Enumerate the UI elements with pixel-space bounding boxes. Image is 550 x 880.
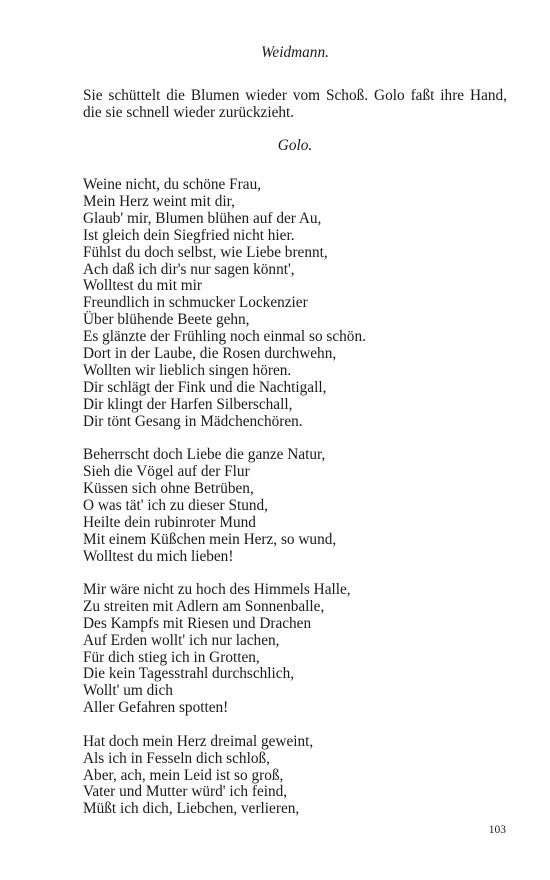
- verse-line: Hat doch mein Herz dreimal geweint,: [83, 732, 314, 750]
- verse-line: Wolltest du mit mir: [83, 277, 203, 295]
- stanza-4: [83, 734, 507, 819]
- verse-line: Freundlich in schmucker Lockenzier: [83, 294, 308, 312]
- verse-line: Wollt' um dich: [83, 682, 173, 700]
- verse-line: Auf Erden wollt' ich nur lachen,: [83, 631, 280, 649]
- verse-line: Dir tönt Gesang in Mädchenchören.: [83, 412, 303, 430]
- verse-line: Ist gleich dein Siegfried nicht hier.: [83, 226, 295, 244]
- stanza-2: [83, 447, 507, 565]
- stanza-3: [83, 582, 507, 717]
- verse-line: Dir schlägt der Fink und die Nachtigall,: [83, 378, 327, 396]
- verse-line: Fühlst du doch selbst, wie Liebe brennt,: [83, 243, 328, 261]
- verse-line: Für dich stieg ich in Grotten,: [83, 648, 260, 666]
- verse-line: Mit einem Küßchen mein Herz, so wund,: [83, 530, 337, 548]
- verse-line: Küssen sich ohne Betrüben,: [83, 479, 254, 497]
- verse-line: Aber, ach, mein Leid ist so groß,: [83, 766, 284, 784]
- verse-line: Beherrscht doch Liebe die ganze Natur,: [83, 446, 326, 464]
- verse-line: Sieh die Vögel auf der Flur: [83, 463, 250, 480]
- verse-line: Ach daß ich dir's nur sagen könnt',: [83, 260, 295, 278]
- verse-line: Als ich in Fesseln dich schloß,: [83, 749, 270, 767]
- verse-line: Dort in der Laube, die Rosen durchwehn,: [83, 345, 337, 363]
- verse-line: Vater und Mutter würd' ich feind,: [83, 783, 288, 801]
- verse-line: Des Kampfs mit Riesen und Drachen: [83, 614, 312, 632]
- verse-line: Über blühende Beete gehn,: [83, 311, 250, 329]
- verse-line: Dir klingt der Harfen Silberschall,: [83, 395, 293, 413]
- stage-direction-line: die sie schnell wieder zurückzieht.: [83, 104, 295, 121]
- verse-line: Es glänzte der Frühling noch einmal so schön.: [83, 328, 366, 346]
- verse-line: Müßt ich dich, Liebchen, verlieren,: [83, 800, 300, 818]
- stanza-1: [83, 177, 507, 431]
- verse-line: Aller Gefahren spotten!: [83, 699, 229, 717]
- verse-line: Wollten wir lieblich singen hören.: [83, 361, 292, 379]
- speaker-heading-golo: Golo.: [277, 137, 313, 154]
- page-body: [83, 44, 507, 818]
- verse-line: Heilte dein rubinroter Mund: [83, 513, 256, 531]
- verse-line: Mir wäre nicht zu hoch des Himmels Halle,: [83, 580, 351, 598]
- verse-line: O was tät' ich zu dieser Stund,: [83, 496, 269, 514]
- stage-direction-line: Sie schüttelt die Blumen wieder vom Schoß. Golo faßt ihre Hand,: [83, 87, 507, 104]
- page-number: 103: [488, 824, 506, 836]
- verse-line: Mein Herz weint mit dir,: [83, 192, 235, 210]
- stage-direction: [83, 87, 507, 121]
- verse-line: Glaub' mir, Blumen blühen auf der Au,: [83, 209, 322, 227]
- speaker-heading-weidmann: Weidmann.: [261, 44, 329, 61]
- verse-line: Wolltest du mich lieben!: [83, 547, 234, 565]
- verse-line: Zu streiten mit Adlern am Sonnenballe,: [83, 597, 325, 615]
- verse-line: Weine nicht, du schöne Frau,: [83, 176, 262, 193]
- verse-line: Die kein Tagesstrahl durchschlich,: [83, 665, 295, 683]
